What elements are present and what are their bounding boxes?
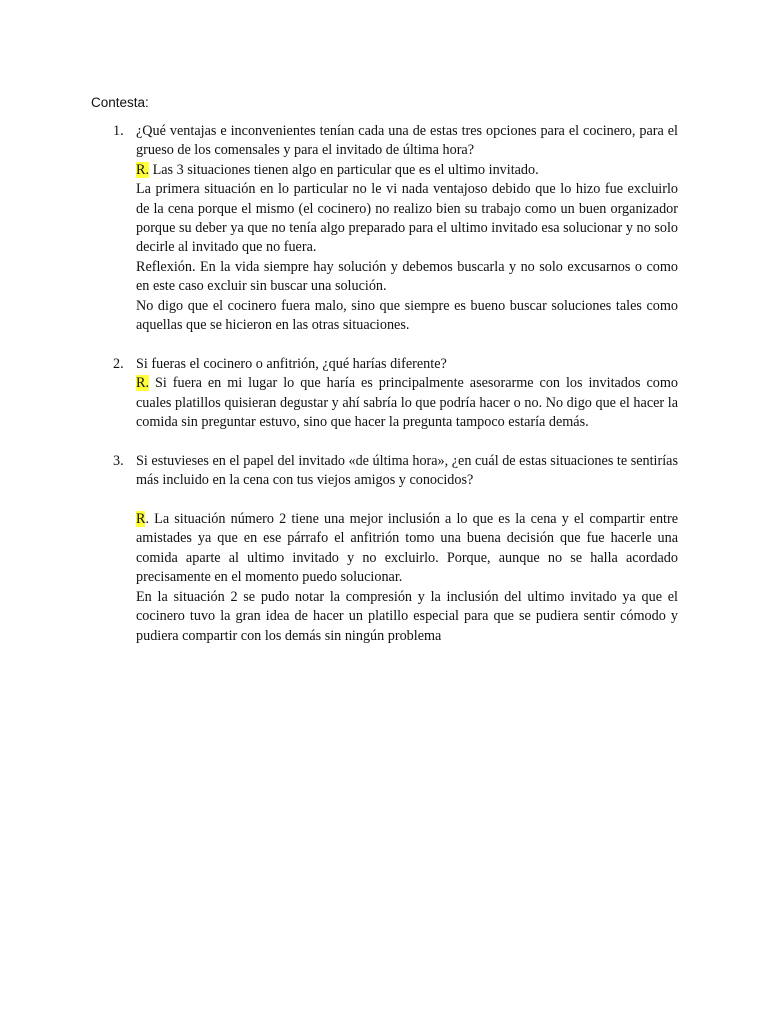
list-item — [113, 122, 678, 335]
question-number: 3. — [113, 452, 124, 469]
list-item — [113, 452, 678, 646]
question-text: Si fueras el cocinero o anfitrión, ¿qué harías diferente? — [136, 355, 447, 372]
list-item — [113, 355, 678, 433]
answer-text: . La situación número 2 tiene una mejor inclusión a lo que es la cena y el compartir entre amistades ya que en ese párrafo el anfitrión tomo una buena decisión que fue hacerle una comida aparte al ultimo invitado y no excluirlo. Porque, aunque no se halla acordado precisamente en el momento puedo solucionar. — [136, 511, 678, 586]
answer-paragraph: La primera situación en lo particular no le vi nada ventajoso debido que lo hizo fue excluirlo de la cena porque el mismo (el cocinero) no realizo bien su trabajo como un buen organizador porque su deber ya que no tenía algo preparado para el ultimo invitado esa solucionar y no solo decirle al invitado que no fuera. — [136, 181, 678, 256]
answer-marker: R. — [136, 161, 150, 178]
answer-paragraph: No digo que el cocinero fuera malo, sino que siempre es bueno buscar soluciones tales como aquellas que se hicieron en las otras situaciones. — [136, 297, 678, 334]
question-number: 1. — [113, 123, 124, 139]
paragraph-spacer — [136, 491, 678, 510]
answer-marker: R — [136, 511, 146, 528]
answer-first-paragraph — [136, 374, 678, 432]
answer-paragraph: Reflexión. En la vida siempre hay solución y debemos buscarla y no solo excusarnos o como en este caso excluir sin buscar una solución. — [136, 258, 678, 295]
answer-text: Si fuera en mi lugar lo que haría es principalmente asesorarme con los invitados como cuales platillos quisieran degustar y ahí sabría lo que podría hacer o no. No digo que el hacer la comida sin preguntar estuvo, sino que hacer la pregunta tampoco estaría demás. — [136, 375, 678, 431]
question-text: Si estuvieses en el papel del invitado «de última hora», ¿en cuál de estas situaciones te sentirías más incluido en la cena con tus viejos amigos y conocidos? — [136, 452, 678, 489]
answer-text: Las 3 situaciones tienen algo en particular que es el ultimo invitado. — [149, 161, 539, 178]
answer-paragraph: En la situación 2 se pudo notar la compresión y la inclusión del ultimo invitado ya que el cocinero tuvo la gran idea de hacer un platillo especial para que se pudiera sentir cómodo y pudiera compartir con los demás sin ningún problema — [136, 588, 678, 644]
answer-first-paragraph — [136, 510, 678, 588]
question-number: 2. — [113, 355, 124, 372]
document-heading: Contesta: — [91, 95, 149, 110]
answer-first-paragraph — [136, 161, 678, 180]
answer-marker: R. — [136, 375, 150, 392]
questions-list — [113, 122, 678, 646]
question-text: ¿Qué ventajas e inconvenientes tenían cada una de estas tres opciones para el cocinero, para el grueso de los comensales y para el invitado de última hora? — [136, 123, 678, 159]
